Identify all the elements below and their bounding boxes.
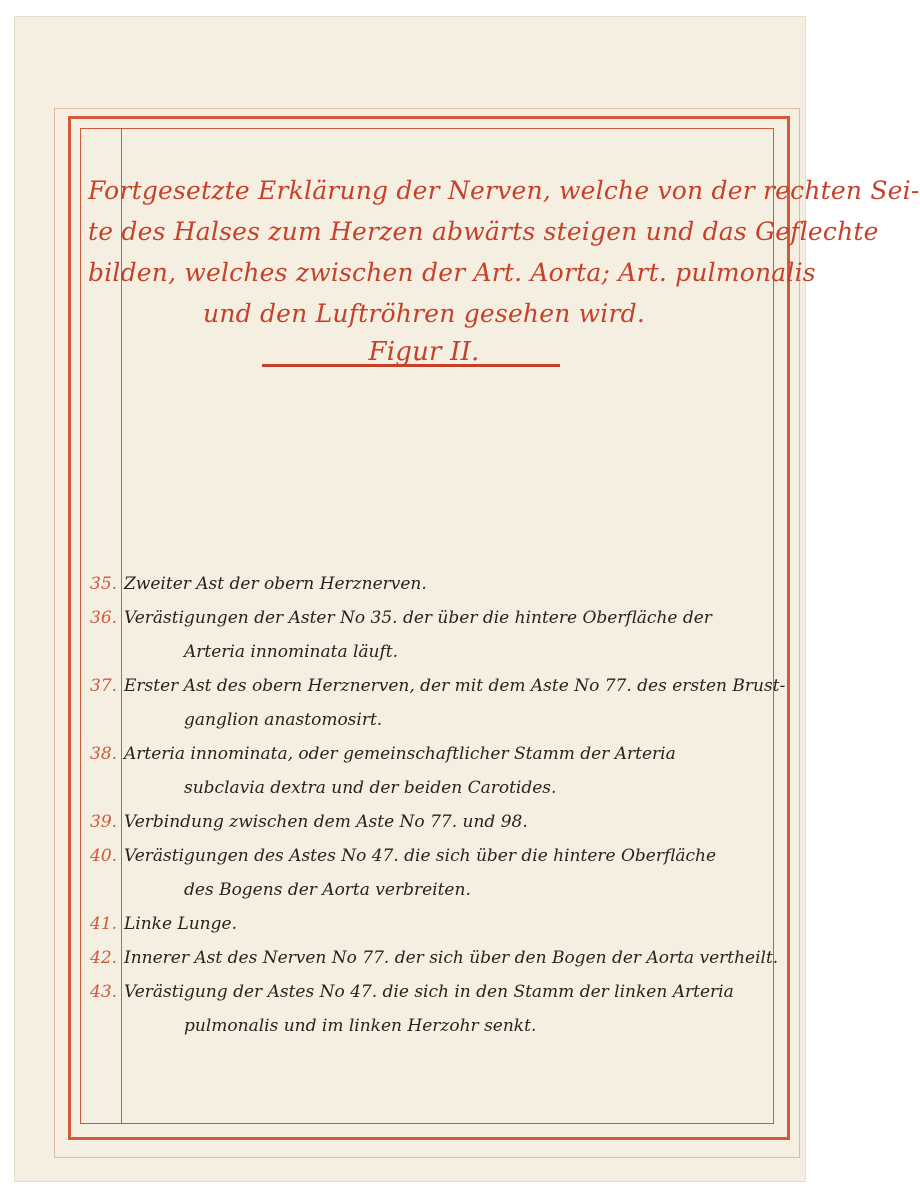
legend-list (68, 567, 786, 1043)
page-title (88, 170, 920, 373)
list-item (68, 907, 758, 941)
entry-number: 38. (90, 744, 118, 764)
title-line-1: Fortgesetzte Erklärung der Nerven, welche von der rechten Sei- (88, 176, 920, 205)
entry-text: Verästigungen der Aster No 35. der über die hintere Oberfläche der (124, 608, 712, 628)
entry-text: Erster Ast des obern Herznerven, der mit dem Aste No 77. des ersten Brust- (124, 676, 786, 696)
entry-number: 43. (90, 982, 118, 1002)
entry-text: Verästigung der Astes No 47. die sich in den Stamm der linken Arteria (124, 982, 734, 1002)
list-item (68, 601, 758, 669)
entry-text: Verästigungen des Astes No 47. die sich über die hintere Oberfläche (124, 846, 717, 866)
entry-text-continued: ganglion anastomosirt. (184, 710, 383, 730)
list-item (68, 975, 758, 1043)
entry-text: Zweiter Ast der obern Herznerven. (124, 574, 427, 594)
list-item (68, 567, 758, 601)
list-item (68, 669, 786, 737)
entry-text-continued: Arteria innominata läuft. (184, 642, 399, 662)
list-item (68, 805, 758, 839)
entry-number: 39. (90, 812, 118, 832)
entry-number: 37. (90, 676, 118, 696)
entry-number: 40. (90, 846, 118, 866)
entry-text: Innerer Ast des Nerven No 77. der sich über den Bogen der Aorta vertheilt. (124, 948, 779, 968)
title-underline (262, 364, 560, 367)
entry-text-continued: subclavia dextra und der beiden Carotides. (184, 778, 557, 798)
entry-number: 36. (90, 608, 118, 628)
entry-number: 35. (90, 574, 118, 594)
entry-text-continued: pulmonalis und im linken Herzohr senkt. (184, 1016, 537, 1036)
list-item (68, 737, 758, 805)
list-item (68, 839, 758, 907)
title-line-4: und den Luftröhren gesehen wird. (203, 299, 645, 328)
title-line-3: bilden, welches zwischen der Art. Aorta; Art. pulmonalis (88, 258, 816, 287)
entry-number: 41. (90, 914, 118, 934)
entry-text: Linke Lunge. (124, 914, 237, 934)
entry-text-continued: des Bogens der Aorta verbreiten. (184, 880, 471, 900)
list-item (68, 941, 779, 975)
figure-label: Figur II. (368, 337, 480, 367)
entry-number: 42. (90, 948, 118, 968)
entry-text: Arteria innominata, oder gemeinschaftlicher Stamm der Arteria (124, 744, 676, 764)
entry-text: Verbindung zwischen dem Aste No 77. und 98. (124, 812, 528, 832)
title-line-2: te des Halses zum Herzen abwärts steigen und das Geflechte (88, 217, 879, 246)
